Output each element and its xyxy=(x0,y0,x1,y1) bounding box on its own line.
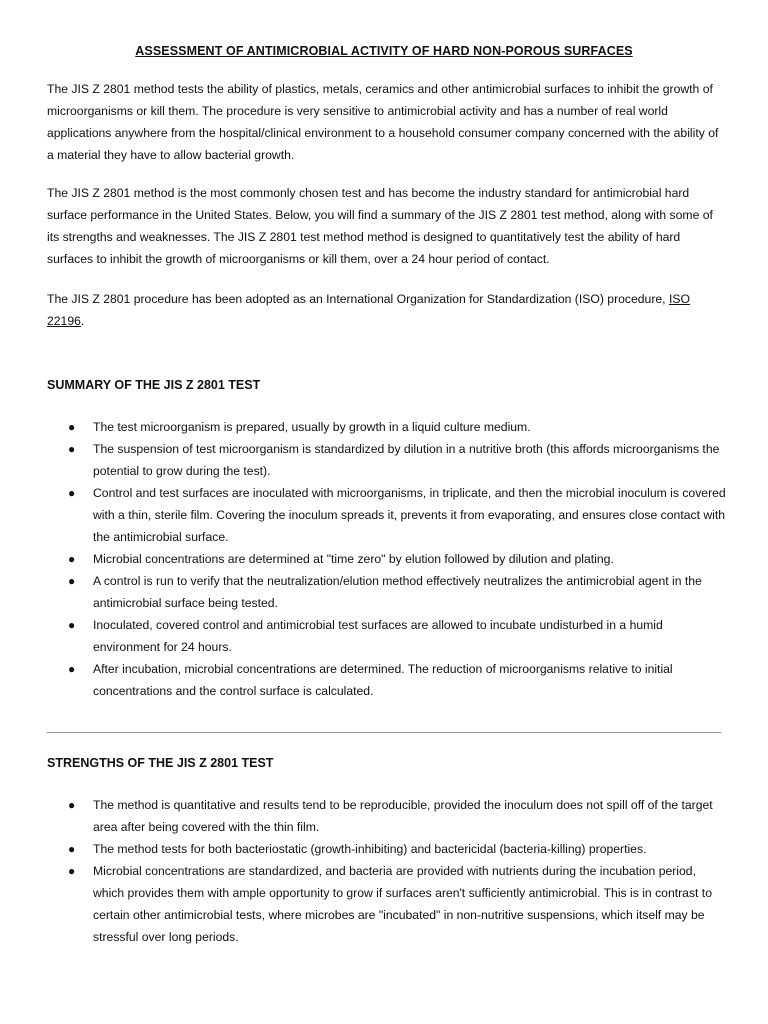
bullet-icon: ● xyxy=(68,864,76,878)
strengths-heading: STRENGTHS OF THE JIS Z 2801 TEST xyxy=(47,756,274,770)
summary-heading: SUMMARY OF THE JIS Z 2801 TEST xyxy=(47,378,261,392)
list-item xyxy=(47,416,727,438)
list-item xyxy=(47,658,727,702)
document-title: ASSESSMENT OF ANTIMICROBIAL ACTIVITY OF HARD NON-POROUS SURFACES xyxy=(135,44,633,58)
list-item-text: After incubation, microbial concentrations are determined. The reduction of microorganisms relative to initial concentrations and the control surface is calculated. xyxy=(93,662,673,698)
bullet-icon: ● xyxy=(68,798,76,812)
bullet-icon: ● xyxy=(68,842,76,856)
intro-paragraph-1: The JIS Z 2801 method tests the ability of plastics, metals, ceramics and other antimicrobial surfaces to inhibit the growth of microorganisms or kill them. The procedure is very sensitive to antimicrobial activity and has a number of real world applications anywhere from the hospital/clinical environment to a household consumer company concerned with the ability of a material they have to allow bacterial growth. xyxy=(47,82,719,162)
list-item-text: The method tests for both bacteriostatic (growth-inhibiting) and bactericidal (bacteria-killing) properties. xyxy=(93,842,647,856)
list-item-text: Control and test surfaces are inoculated with microorganisms, in triplicate, and then the microbial inoculum is covered with a thin, sterile film. Covering the inoculum spreads it, prevents it from evaporating, and ensures close contact with the antimicrobial surface. xyxy=(93,486,726,544)
list-item-text: A control is run to verify that the neutralization/elution method effectively neutralizes the antimicrobial agent in the antimicrobial surface being tested. xyxy=(93,574,702,610)
list-item xyxy=(47,570,727,614)
strengths-list xyxy=(47,794,727,948)
section-divider xyxy=(47,732,721,733)
iso-paragraph-text: The JIS Z 2801 procedure has been adopted as an International Organization for Standardization (ISO) procedure, xyxy=(47,292,666,306)
bullet-icon: ● xyxy=(68,662,76,676)
list-item xyxy=(47,482,727,548)
summary-list xyxy=(47,416,727,702)
iso-22196-link[interactable]: ISO 22196 xyxy=(47,292,690,328)
list-item xyxy=(47,838,727,860)
bullet-icon: ● xyxy=(68,574,76,588)
bullet-icon: ● xyxy=(68,442,76,456)
list-item-text: The suspension of test microorganism is standardized by dilution in a nutritive broth (this affords microorganisms the potential to grow during the test). xyxy=(93,442,720,478)
list-item-text: The test microorganism is prepared, usually by growth in a liquid culture medium. xyxy=(93,420,531,434)
intro-paragraph-3 xyxy=(47,288,727,332)
list-item xyxy=(47,548,727,570)
list-item-text: Microbial concentrations are determined at "time zero" by elution followed by dilution and plating. xyxy=(93,552,614,566)
list-item xyxy=(47,794,727,838)
iso-paragraph-period: . xyxy=(80,314,85,328)
bullet-icon: ● xyxy=(68,552,76,566)
list-item xyxy=(47,860,727,948)
intro-paragraph-2: The JIS Z 2801 method is the most commonly chosen test and has become the industry standard for antimicrobial hard surface performance in the United States. Below, you will find a summary of the JIS Z 2801 test method, along with some of its strengths and weaknesses. The JIS Z 2801 test method method is designed to quantitatively test the ability of hard surfaces to inhibit the growth of microorganisms or kill them, over a 24 hour period of contact. xyxy=(47,186,713,266)
bullet-icon: ● xyxy=(68,618,76,632)
list-item-text: Inoculated, covered control and antimicrobial test surfaces are allowed to incubate undisturbed in a humid environment for 24 hours. xyxy=(93,618,663,654)
list-item-text: Microbial concentrations are standardized, and bacteria are provided with nutrients during the incubation period, which provides them with ample opportunity to grow if surfaces aren't sufficiently antimicrobial. This is in contrast to certain other antimicrobial tests, where microbes are "incubated" in non-nutritive suspensions, which itself may be stressful over long periods. xyxy=(93,864,712,944)
list-item xyxy=(47,614,727,658)
bullet-icon: ● xyxy=(68,420,76,434)
list-item-text: The method is quantitative and results tend to be reproducible, provided the inoculum does not spill off of the target area after being covered with the thin film. xyxy=(93,798,713,834)
bullet-icon: ● xyxy=(68,486,76,500)
list-item xyxy=(47,438,727,482)
